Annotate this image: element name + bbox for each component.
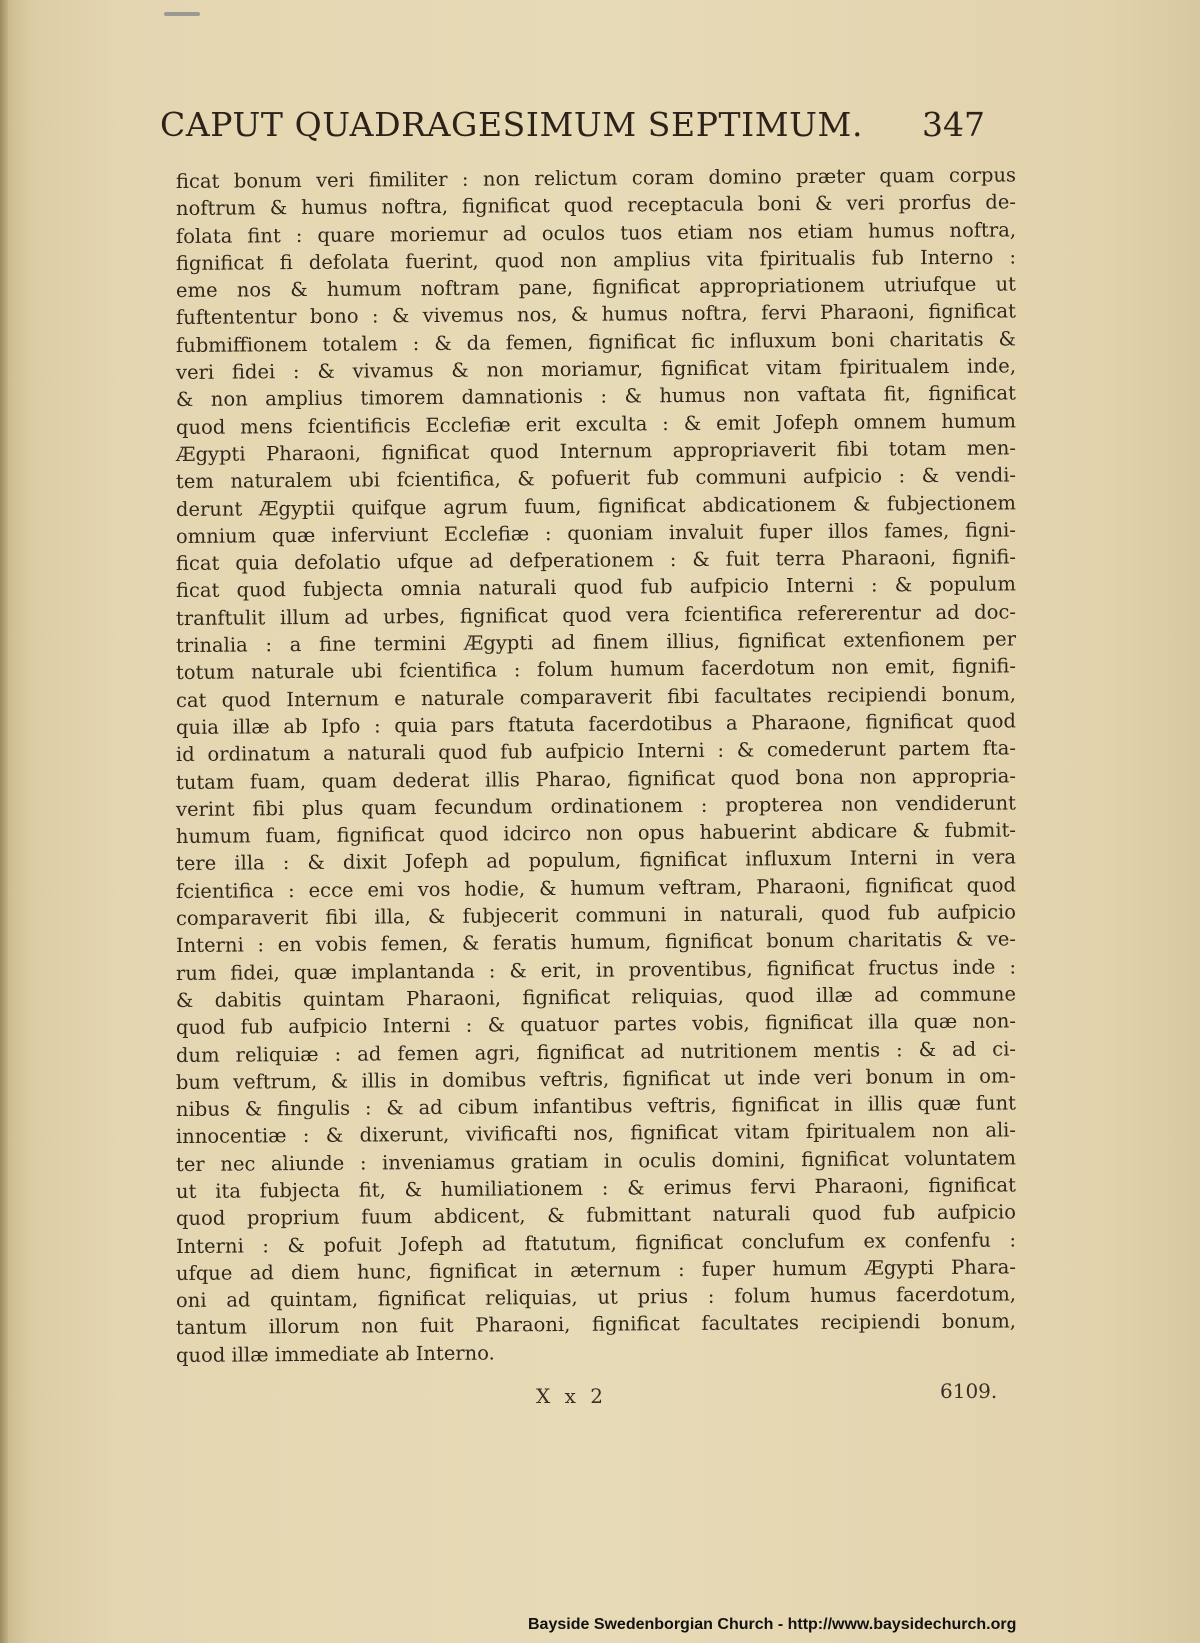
body-line: comparaverit fibi illa, & fubjecerit communi in naturali, quod fub aufpicio <box>175 900 1017 931</box>
ink-smudge <box>164 12 200 16</box>
body-line: ter nec aliunde : inveniamus gratiam in oculis domini, fignificat voluntatem <box>175 1146 1017 1176</box>
body-line: noftrum & humus noftra, fignificat quod receptacula boni & veri prorfus de- <box>175 190 1017 221</box>
body-line: humum fuam, fignificat quod idcirco non opus habuerint abdicare & fubmit- <box>175 818 1017 849</box>
body-line: totum naturale ubi fcientifica : folum humum facerdotum non emit, fignifi- <box>175 654 1017 685</box>
body-line: fignificat fi defolata fuerint, quod non amplius vita fpiritualis fub Interno : <box>175 245 1017 275</box>
body-text <box>175 163 1017 1369</box>
body-line: eme nos & humum noftram pane, fignificat appropriationem utriufque ut <box>175 272 1017 303</box>
body-line: oni ad quintam, fignificat reliquias, ut prius : folum humus facerdotum, <box>175 1282 1017 1313</box>
body-line: ficat quod fubjecta omnia naturali quod fub aufpicio Interni : & populum <box>175 572 1017 603</box>
body-line: ufque ad diem hunc, fignificat in æternum : fuper humum Ægypti Phara- <box>175 1255 1017 1285</box>
page-number: 347 <box>922 105 985 144</box>
body-line: bum veftrum, & illis in domibus veftris, fignificat ut inde veri bonum in om- <box>175 1064 1017 1094</box>
body-line: tutam fuam, quam dederat illis Pharao, fignificat quod bona non appropria- <box>175 763 1017 794</box>
body-line: folata fint : quare moriemur ad oculos tuos etiam nos etiam humus noftra, <box>175 217 1017 248</box>
body-line: fuftententur bono : & vivemus nos, & humus noftra, fervi Pharaoni, fignificat <box>175 299 1017 330</box>
body-line: rum fidei, quæ implantanda : & erit, in proventibus, fignificat fructus inde : <box>175 955 1017 985</box>
body-line: omnium quæ inferviunt Ecclefiæ : quoniam invaluit fuper illos fames, figni- <box>175 518 1017 548</box>
body-line: quod fub aufpicio Interni : & quatuor partes vobis, fignificat illa quæ non- <box>175 1009 1017 1040</box>
body-line: nibus & fingulis : & ad cibum infantibus veftris, fignificat in illis quæ funt <box>175 1091 1017 1122</box>
catchword: 6109. <box>940 1379 998 1403</box>
body-line: derunt Ægyptii quifque agrum fuum, fignificat abdicationem & fubjectionem <box>175 490 1017 521</box>
body-line: Ægypti Pharaoni, fignificat quod Internum appropriaverit fibi totam men- <box>175 436 1017 466</box>
body-line: dum reliquiæ : ad femen agri, fignificat ad nutritionem mentis : & ad ci- <box>175 1036 1017 1067</box>
body-line: fcientifica : ecce emi vos hodie, & humum veftram, Pharaoni, fignificat quod <box>175 873 1017 903</box>
body-line: innocentiæ : & dixerunt, vivificafti nos, fignificat vitam fpiritualem non ali- <box>175 1118 1017 1149</box>
body-line: quia illæ ab Ipfo : quia pars ftatuta facerdotibus a Pharaone, fignificat quod <box>175 709 1017 739</box>
body-line: Interni : en vobis femen, & feratis humum, fignificat bonum charitatis & ve- <box>175 927 1017 958</box>
body-line: quod proprium fuum abdicent, & fubmittant naturali quod fub aufpicio <box>175 1200 1017 1231</box>
watermark-text: Bayside Swedenborgian Church - http://www.baysidechurch.org <box>528 1616 1017 1633</box>
body-line: tranftulit illum ad urbes, fignificat quod vera fcientifica refererentur ad doc- <box>175 600 1017 630</box>
body-line: ficat bonum veri fimiliter : non relictum coram domino præter quam corpus <box>175 163 1017 193</box>
signature-mark: X x 2 <box>536 1384 607 1408</box>
body-line: ut ita fubjecta fit, & humiliationem : & erimus fervi Pharaoni, fignificat <box>175 1173 1017 1203</box>
page-spine-shadow <box>0 0 8 1643</box>
body-line: verint fibi plus quam fecundum ordinationem : propterea non vendiderunt <box>175 791 1017 821</box>
body-line: tem naturalem ubi fcientifica, & pofuerit fub communi aufpicio : & vendi- <box>175 463 1017 494</box>
body-line: veri fidei : & vivamus & non moriamur, fignificat vitam fpiritualem inde, <box>175 354 1017 385</box>
body-line: & dabitis quintam Pharaoni, fignificat reliquias, quod illæ ad commune <box>175 982 1017 1012</box>
body-line: trinalia : a fine termini Ægypti ad finem illius, fignificat extenfionem per <box>175 627 1017 658</box>
body-line: & non amplius timorem damnationis : & humus non vaftata fit, fignificat <box>175 381 1017 412</box>
body-line: id ordinatum a naturali quod fub aufpicio Interni : & comederunt partem fta- <box>175 736 1017 767</box>
chapter-title: CAPUT QUADRAGESIMUM SEPTIMUM. <box>160 105 864 144</box>
body-line: tantum illorum non fuit Pharaoni, fignificat facultates recipiendi bonum, <box>175 1309 1017 1340</box>
body-line: Interni : & pofuit Jofeph ad ftatutum, fignificat conclufum ex confenfu : <box>175 1227 1017 1258</box>
body-line: cat quod Internum e naturale comparaverit fibi facultates recipiendi bonum, <box>175 682 1017 712</box>
body-line: tere illa : & dixit Jofeph ad populum, fignificat influxum Interni in vera <box>175 845 1017 876</box>
body-line: quod mens fcientificis Ecclefiæ erit exculta : & emit Jofeph omnem humum <box>175 409 1017 439</box>
body-line: fubmiffionem totalem : & da femen, fignificat fic influxum boni charitatis & <box>175 327 1017 357</box>
body-line: ficat quia defolatio ufque ad defperationem : & fuit terra Pharaoni, fignifi- <box>175 545 1017 576</box>
body-line: quod illæ immediate ab Interno. <box>175 1341 495 1367</box>
